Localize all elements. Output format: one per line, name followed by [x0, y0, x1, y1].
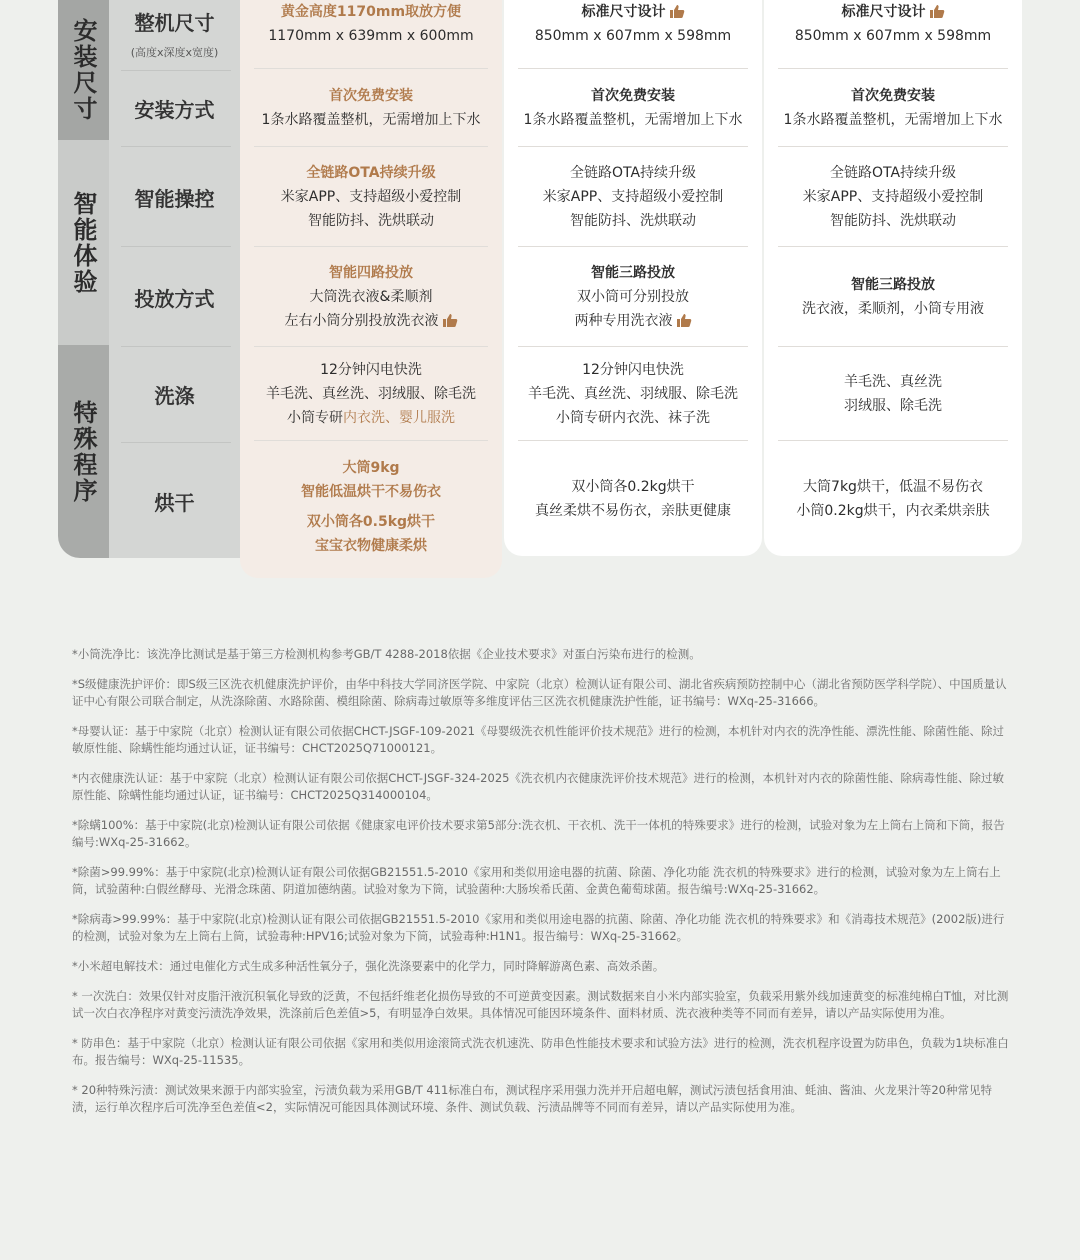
cell-dry: 大筒9kg 智能低温烘干不易伤衣 双小筒各0.5kg烘干 宝宝衣物健康柔烘: [301, 460, 441, 554]
category-special-programs: 特殊程序: [58, 345, 109, 558]
divider: [778, 246, 1008, 247]
divider: [121, 146, 231, 147]
cell-wash: 12分钟闪电快洗 羊毛洗、真丝洗、羽绒服、除毛洗 小筒专研内衣洗、袜子洗: [528, 362, 738, 426]
cell-dry: 双小筒各0.2kg烘干 真丝柔烘不易伤衣，亲肤更健康: [535, 479, 731, 519]
footnotes: [72, 646, 1012, 1129]
divider: [778, 440, 1008, 441]
divider: [121, 70, 231, 71]
divider: [121, 442, 231, 443]
divider: [518, 146, 748, 147]
divider: [254, 68, 488, 69]
cell-size: 标准尺寸设计 850mm x 607mm x 598mm: [794, 4, 992, 44]
row-label-control: 智能操控: [134, 186, 215, 211]
cell-control: 全链路OTA持续升级 米家APP、支持超级小爱控制 智能防抖、洗烘联动: [802, 165, 984, 229]
divider: [121, 246, 231, 247]
cell-size: 黄金高度1170mm取放方便 1170mm x 639mm x 600mm: [268, 4, 474, 44]
footnote: * 20种特殊污渍：测试效果来源于内部实验室，污渍负载为采用GB/T 411标准白布，测试程序采用强力洗并开启超电解，测试污渍包括食用油、蚝油、酱油、火龙果汁等20种常见特渍，运行单次程序后可洗净至色差值<2，实际情况可能因具体测试环境、条件、测试负载、污渍品牌等不同而有差异，请以产品实际使用为准。: [72, 1083, 992, 1114]
thumbs-up-icon: [676, 313, 692, 327]
divider: [518, 440, 748, 441]
cell-wash: 12分钟闪电快洗 羊毛洗、真丝洗、羽绒服、除毛洗 小筒专研内衣洗、婴儿服洗: [266, 362, 476, 426]
cell-dry: 大筒7kg烘干，低温不易伤衣 小筒0.2kg烘干，内衣柔烘亲肤: [796, 479, 990, 519]
cell-wash: 羊毛洗、真丝洗 羽绒服、除毛洗: [844, 374, 942, 414]
product-column-featured: [240, 0, 502, 578]
category-column: [58, 0, 109, 558]
thumbs-up-icon: [442, 313, 458, 327]
footnote: *除病毒>99.99%：基于中家院(北京)检测认证有限公司依据GB21551.5-2010《家用和类似用途电器的抗菌、除菌、净化功能 洗衣机的特殊要求》和《消毒技术规范》(2002版)进行的检测，试验对象为左上筒右上筒，试验毒种:HPV16;试验对象为下筒，试验毒种:H1N1。报告编号：WXq-25-31662。: [72, 912, 1005, 943]
row-label-dosing: 投放方式: [134, 286, 215, 311]
cell-install: 首次免费安装 1条水路覆盖整机，无需增加上下水: [523, 88, 743, 128]
cell-install: 首次免费安装 1条水路覆盖整机，无需增加上下水: [261, 88, 481, 128]
product-column-2: [504, 0, 762, 556]
cell-dosing: 智能三路投放 双小筒可分别投放 两种专用洗衣液: [504, 248, 762, 346]
cell-control: 全链路OTA持续升级 米家APP、支持超级小爱控制 智能防抖、洗烘联动: [280, 165, 462, 229]
row-label-dry: 烘干: [154, 490, 195, 515]
thumbs-up-icon: [669, 4, 685, 18]
footnote: *除螨100%：基于中家院(北京)检测认证有限公司依据《健康家电评价技术要求第5部分:洗衣机、干衣机、洗干一体机的特殊要求》进行的检测，试验对象为左上筒右上筒和下筒，报告编号:WXq-25-31662。: [72, 818, 1005, 849]
footnote: *S级健康洗护评价：即S级三区洗衣机健康洗护评价，由华中科技大学同济医学院、中家院（北京）检测认证有限公司、湖北省疾病预防控制中心（湖北省预防医学科学院）、中国质量认证中心有限公司联合制定，从洗涤除菌、水路除菌、模组除菌、除病毒过敏原等多维度评估三区洗衣机健康洗护性能，证书编号：WXq-25-31666。: [72, 677, 1007, 708]
divider: [518, 68, 748, 69]
footnote: * 防串色：基于中家院（北京）检测认证有限公司依据《家用和类似用途滚筒式洗衣机速洗、防串色性能技术要求和试验方法》进行的检测，洗衣机程序设置为防串色，负载为1块标准白布。报告编号：WXq-25-11535。: [72, 1036, 1009, 1067]
cell-control: 全链路OTA持续升级 米家APP、支持超级小爱控制 智能防抖、洗烘联动: [542, 165, 724, 229]
row-label-column: [109, 0, 240, 558]
divider: [121, 346, 231, 347]
row-label-install: 安装方式: [134, 97, 215, 122]
cell-dosing: 智能三路投放 洗衣液，柔顺剂，小筒专用液: [802, 277, 984, 317]
divider: [254, 440, 488, 441]
footnote: *小米超电解技术：通过电催化方式生成多种活性氧分子，强化洗涤要素中的化学力，同时降解游离色素、高效杀菌。: [72, 959, 665, 973]
divider: [778, 146, 1008, 147]
divider: [778, 68, 1008, 69]
row-label-wash: 洗涤: [154, 383, 195, 408]
thumbs-up-icon: [929, 4, 945, 18]
product-column-3: [764, 0, 1022, 556]
footnote: *小筒洗净比：该洗净比测试是基于第三方检测机构参考GB/T 4288-2018依据《企业技术要求》对蛋白污染布进行的检测。: [72, 647, 701, 661]
category-smart-experience: 智能体验: [58, 140, 109, 345]
divider: [518, 246, 748, 247]
divider: [254, 246, 488, 247]
footnote: * 一次洗白：效果仅针对皮脂汗液沉积氧化导致的泛黄，不包括纤维老化损伤导致的不可逆黄变因素。测试数据来自小米内部实验室，负载采用紫外线加速黄变的标准纯棉白T恤，对比测试一次白衣净程序对黄变污渍洗净效果，洗涤前后色差值>5，有明显净白效果。具体情况可能因环境条件、面料材质、洗衣液种类等不同而有差异，请以产品实际使用为准。: [72, 989, 1009, 1020]
row-label-size: 整机尺寸 (高度x深度x宽度): [130, 10, 219, 59]
footnote: *内衣健康洗认证：基于中家院（北京）检测认证有限公司依据CHCT-JSGF-324-2025《洗衣机内衣健康洗评价技术规范》进行的检测，本机针对内衣的除菌性能、除病毒性能、除过敏原性能、除螨性能均通过认证，证书编号：CHCT2025Q314000104。: [72, 771, 1004, 802]
cell-dosing: 智能四路投放 大筒洗衣液&柔顺剂 左右小筒分别投放洗衣液: [240, 248, 502, 346]
footnote: *除菌>99.99%：基于中家院(北京)检测认证有限公司依据GB21551.5-2010《家用和类似用途电器的抗菌、除菌、净化功能 洗衣机的特殊要求》进行的检测，试验对象为左上筒右上筒，试验菌种:白假丝酵母、光滑念珠菌、阴道加德纳菌。试验对象为下筒，试验菌种:大肠埃希氏菌、金黄色葡萄球菌。报告编号:WXq-25-31662。: [72, 865, 1001, 896]
category-install-size: 安装尺寸: [58, 0, 109, 140]
cell-size: 标准尺寸设计 850mm x 607mm x 598mm: [534, 4, 732, 44]
divider: [254, 346, 488, 347]
footnote: *母婴认证：基于中家院（北京）检测认证有限公司依据CHCT-JSGF-109-2021《母婴级洗衣机性能评价技术规范》进行的检测，本机针对内衣的洗净性能、漂洗性能、除菌性能、除过敏原性能、除螨性能均通过认证，证书编号：CHCT2025Q71000121。: [72, 724, 1004, 755]
cell-install: 首次免费安装 1条水路覆盖整机，无需增加上下水: [783, 88, 1003, 128]
divider: [518, 346, 748, 347]
divider: [254, 146, 488, 147]
divider: [778, 346, 1008, 347]
